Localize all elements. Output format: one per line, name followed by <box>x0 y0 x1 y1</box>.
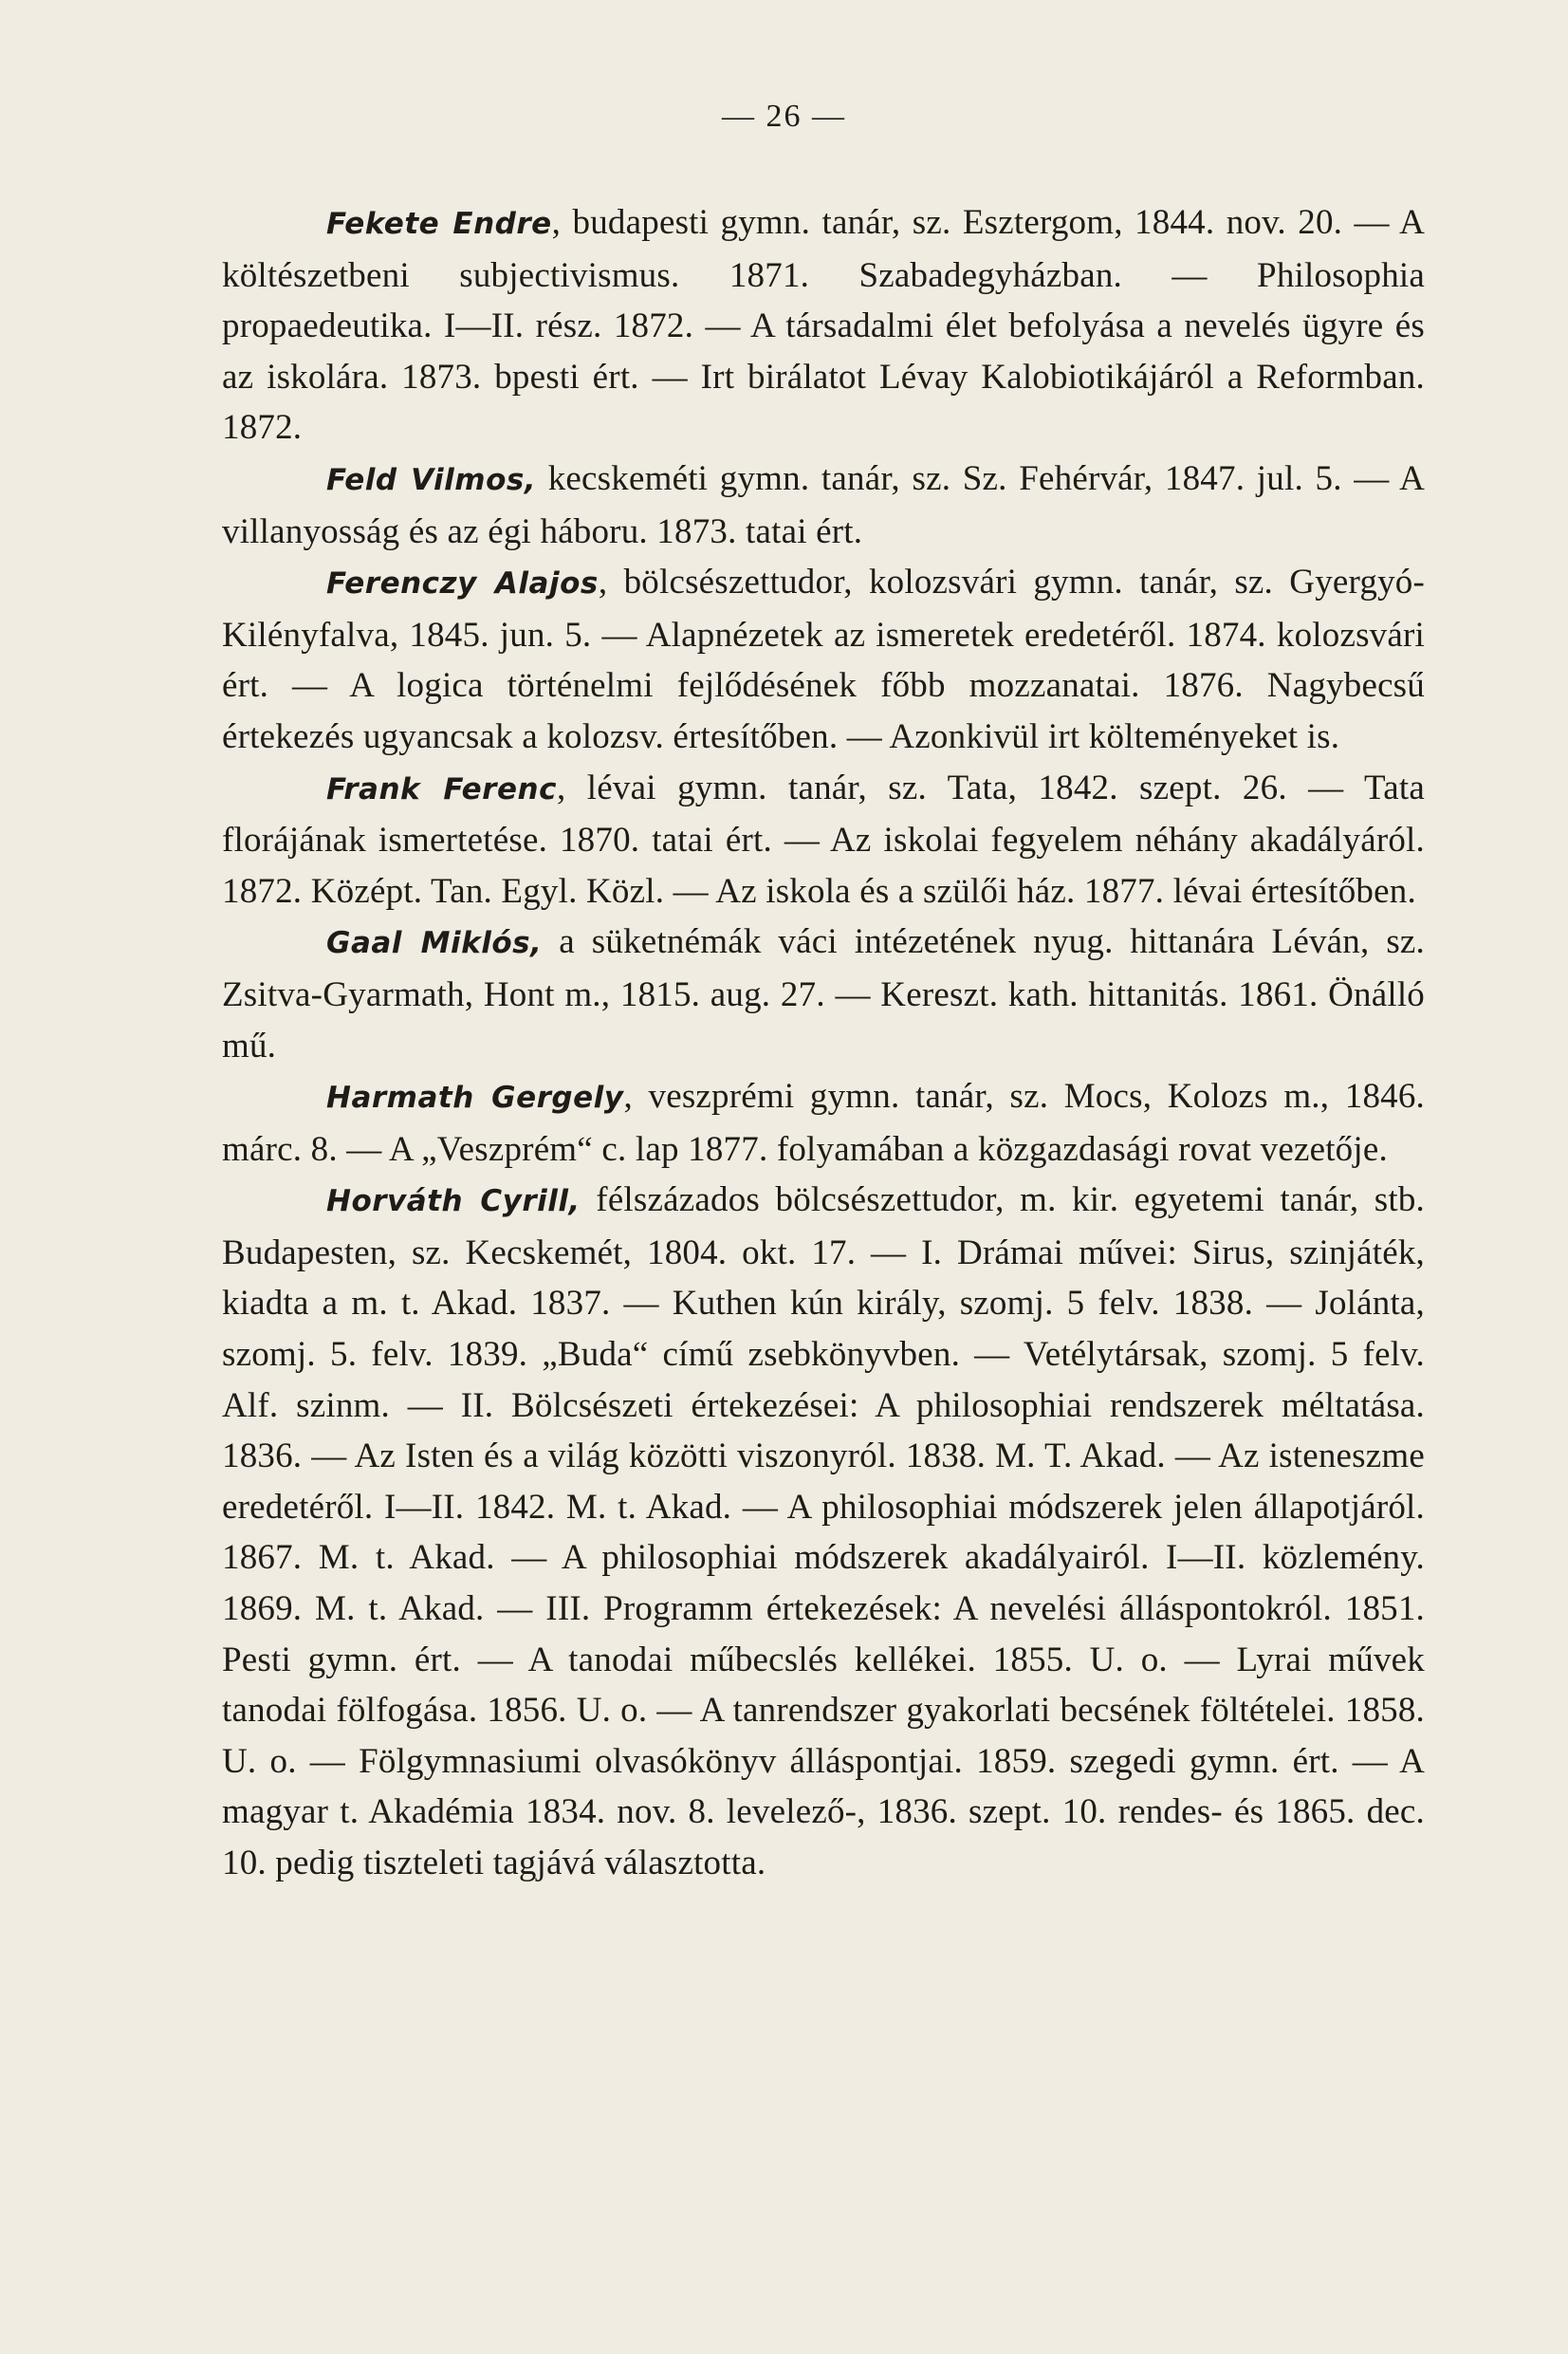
biography-entry <box>222 197 1425 454</box>
biography-entry <box>222 1175 1425 1888</box>
person-name: Gaal Miklós, <box>326 926 543 961</box>
page-body <box>222 197 1425 1889</box>
person-name: Feld Vilmos, <box>326 462 537 497</box>
entry-text: , lévai gymn. tanár, sz. Tata, 1842. szept. 26. — Tata florájának ismertetése. 1870. tatai ért. — Az iskolai fegyelem néhány akadályáról. 1872. Középt. Tan. Egyl. Közl. — Az iskola és a szülői ház. 1877. lévai értesítőben. <box>222 768 1425 911</box>
person-name: Ferenczy Alajos <box>326 566 599 602</box>
biography-entry <box>222 1071 1425 1175</box>
entry-text: kecskeméti gymn. tanár, sz. Sz. Fehérvár, 1847. jul. 5. — A villanyosság és az égi háboru. 1873. tatai ért. <box>222 458 1425 551</box>
entry-text: , veszprémi gymn. tanár, sz. Mocs, Kolozs m., 1846. márc. 8. — A „Veszprém“ c. lap 1877. folyamában a közgazdasági rovat vezetője. <box>222 1077 1426 1169</box>
person-name: Fekete Endre <box>326 207 552 241</box>
entry-text: a süketnémák váci intézetének nyug. hittanára Léván, sz. Zsitva-Gyarmath, Hont m., 1815. aug. 27. — Kereszt. kath. hittanitás. 1861. Önálló mű. <box>222 922 1425 1066</box>
person-name: Harmath Gergely <box>326 1081 624 1116</box>
entry-text: , bölcsészettudor, kolozsvári gymn. tanár, sz. Gyergyó-Kilényfalva, 1845. jun. 5. — Alapnézetek az ismeretek eredetéről. 1874. kolozsvári ért. — A logica történelmi fejlődésének főbb mozzanatai. 1876. Nagybecsű értekezés ugyancsak a kolozsv. értesítőben. — Azonkivül irt költeményeket is. <box>222 563 1425 756</box>
person-name: Frank Ferenc <box>326 771 557 806</box>
entry-text: , budapesti gymn. tanár, sz. Esztergom, 1844. nov. 20. — A költészetbeni subjectivismus. 1871. Szabadegyházban. — Philosophia propaedeutika. I—II. rész. 1872. — A társadalmi élet befolyása a nevelés ügyre és az iskolára. 1873. bpesti ért. — Irt birálatot Lévay Kalobiotikájáról a Reformban. 1872. <box>222 203 1425 448</box>
entry-text: félszázados bölcsészettudor, m. kir. egyetemi tanár, stb. Budapesten, sz. Kecskemét, 1804. okt. 17. — I. Drámai művei: Sirus, szinjáték, kiadta a m. t. Akad. 1837. — Kuthen kún király, szomj. 5 felv. 1838. — Jolánta, szomj. 5. felv. 1839. „Buda“ című zsebkönyvben. — Vetélytársak, szomj. 5 felv. Alf. szinm. — II. Bölcsészeti értekezései: A philosophiai rendszerek méltatása. 1836. — Az Isten és a világ közötti viszonyról. 1838. M. T. Akad. — Az isteneszme eredetéről. I—II. 1842. M. t. Akad. — A philosophiai módszerek jelen állapotjáról. 1867. M. t. Akad. — A philosophiai módszerek akadályairól. I—II. közlemény. 1869. M. t. Akad. — III. Programm értekezések: A nevelési álláspontokról. 1851. Pesti gymn. ért. — A tanodai műbecslés kellékei. 1855. U. o. — Lyrai művek tanodai fölfogása. 1856. U. o. — A tanrendszer gyakorlati becsének föltételei. 1858. U. o. — Fölgymnasiumi olvasókönyv álláspontjai. 1859. szegedi gymn. ért. — A magyar t. Akadémia 1834. nov. 8. levelező-, 1836. szept. 10. rendes- és 1865. dec. 10. pedig tiszteleti tagjává választotta. <box>222 1180 1425 1882</box>
biography-entry <box>222 454 1425 557</box>
biography-entry <box>222 763 1425 918</box>
page-number: — 26 — <box>722 99 846 134</box>
biography-entry <box>222 917 1425 1071</box>
biography-entry <box>222 557 1425 762</box>
person-name: Horváth Cyrill, <box>326 1184 581 1219</box>
